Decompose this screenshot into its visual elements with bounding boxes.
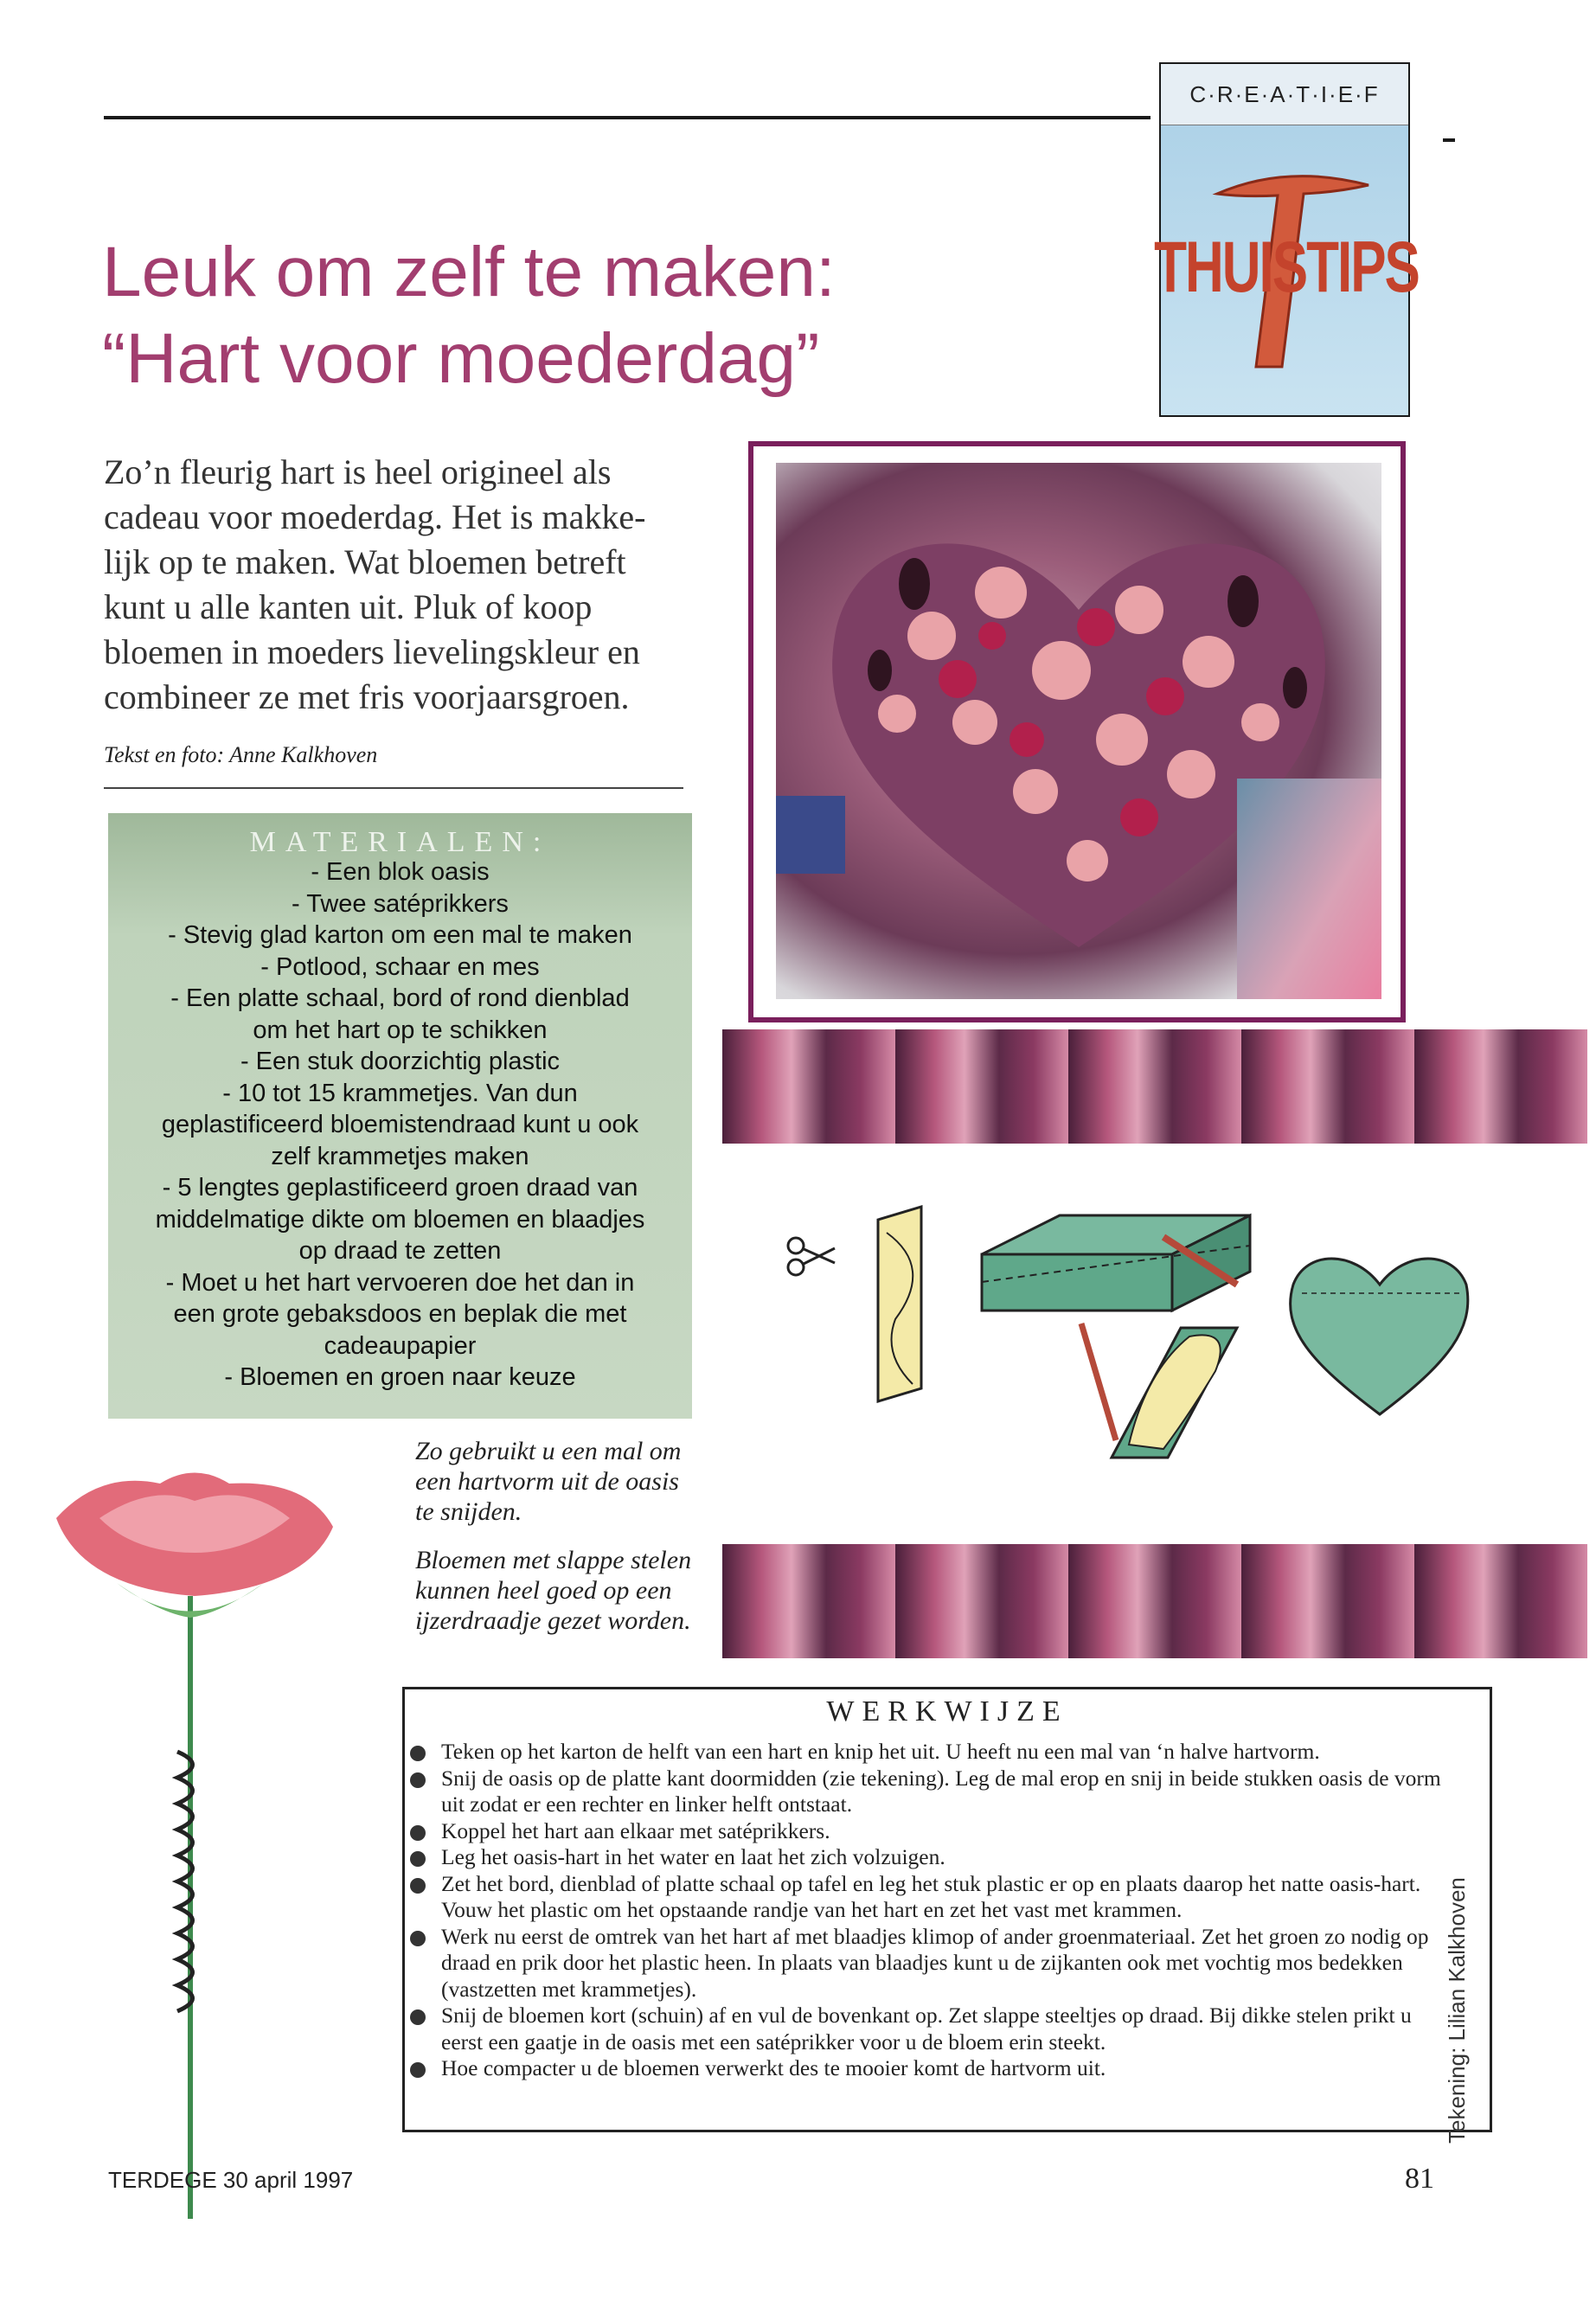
intro-line: bloemen in moeders lievelingskleur en bbox=[104, 632, 640, 671]
bullet-icon bbox=[410, 1772, 426, 1788]
page-title bbox=[102, 229, 836, 402]
title-line-2: “Hart voor moederdag” bbox=[102, 319, 820, 398]
top-rule bbox=[104, 116, 1151, 119]
step-item bbox=[407, 1818, 1453, 1845]
material-item: - Bloemen en groen naar keuze bbox=[224, 1363, 576, 1391]
werkwijze-steps bbox=[407, 1739, 1453, 2082]
bullet-icon bbox=[410, 1851, 426, 1867]
rose-on-wire-illustration bbox=[48, 1466, 342, 2219]
material-item: - Stevig glad karton om een mal te maken bbox=[168, 921, 632, 949]
step-text: Hoe compacter u de bloemen verwerkt des te mooier komt de hartvorm uit. bbox=[441, 2055, 1106, 2080]
flower-strip-bottom bbox=[722, 1544, 1587, 1658]
werkwijze-title: WERKWIJZE bbox=[826, 1695, 1068, 1727]
step-text: Snij de oasis op de platte kant doormidden (zie tekening). Leg de mal erop en snij in beide stukken oasis de vorm uit zodat er een rechter en linker helft ontstaat. bbox=[441, 1765, 1441, 1817]
page-number: 81 bbox=[1405, 2163, 1434, 2195]
material-item: - Een platte schaal, bord of rond dienblad om het hart op te schikken bbox=[170, 984, 630, 1044]
logo-creatief-label: C·R·E·A·T·I·E·F bbox=[1161, 64, 1408, 125]
bullet-icon bbox=[410, 1931, 426, 1946]
bullet-icon bbox=[410, 1878, 426, 1894]
photo-card-right bbox=[1237, 779, 1381, 999]
caption-wire: Bloemen met slappe stelen kunnen heel goed op een ijzerdraadje gezet worden. bbox=[415, 1546, 692, 1635]
text-photo-credit: Tekst en foto: Anne Kalkhoven bbox=[104, 742, 378, 767]
knife-icon bbox=[1081, 1324, 1116, 1440]
step-item bbox=[407, 2055, 1453, 2082]
material-item: - 10 tot 15 krammetjes. Van dun geplastificeerd bloemistendraad kunt u ook zelf krammetjes maken bbox=[161, 1079, 639, 1170]
step-text: Zet het bord, dienblad of platte schaal op tafel en leg het stuk plastic er op en plaats daarop het natte oasis-hart. Vouw het plastic om het opstaande randje van het hart en zet het vast met krammen. bbox=[441, 1870, 1421, 1922]
step-item bbox=[407, 1924, 1453, 2003]
title-line-1: Leuk om zelf te maken: bbox=[102, 233, 836, 311]
material-item: - Een stuk doorzichtig plastic bbox=[240, 1048, 561, 1075]
intro-line: cadeau voor moederdag. Het is makke- bbox=[104, 497, 646, 536]
bullet-icon bbox=[410, 2062, 426, 2078]
thuistips-logo bbox=[1154, 62, 1419, 417]
intro-line: lijk op te maken. Wat bloemen betreft bbox=[104, 542, 626, 581]
material-item: - Moet u het hart vervoeren doe het dan in een grote gebaksdoos en beplak die met cadeaupapier bbox=[165, 1268, 635, 1360]
bullet-icon bbox=[410, 1825, 426, 1841]
scissors-icon bbox=[788, 1238, 835, 1275]
credit-divider bbox=[104, 787, 683, 789]
intro-line: kunt u alle kanten uit. Pluk of koop bbox=[104, 587, 593, 626]
material-item: - Twee satéprikkers bbox=[292, 889, 509, 918]
step-item bbox=[407, 1766, 1453, 1818]
step-text: Leg het oasis-hart in het water en laat het zich volzuigen. bbox=[441, 1844, 945, 1869]
material-item: - 5 lengtes geplastificeerd groen draad van middelmatige dikte om bloemen en blaadjes op draad te zetten bbox=[155, 1174, 645, 1265]
intro-line: Zo’n fleurig hart is heel origineel als bbox=[104, 452, 612, 491]
photo-card-left bbox=[776, 796, 845, 874]
material-item: - Potlood, schaar en mes bbox=[260, 952, 540, 981]
bullet-icon bbox=[410, 2009, 426, 2025]
step-text: Koppel het hart aan elkaar met satéprikkers. bbox=[441, 1817, 830, 1843]
caption-template: Zo gebruikt u een mal om een hartvorm uit de oasis te snijden. bbox=[415, 1437, 682, 1526]
bullet-icon bbox=[410, 1746, 426, 1761]
step-item bbox=[407, 1844, 1453, 1871]
instruction-drawings bbox=[783, 1198, 1475, 1492]
material-item: - Een blok oasis bbox=[311, 858, 490, 886]
logo-word: THUISTIPS bbox=[1154, 227, 1419, 309]
top-dash bbox=[1443, 138, 1455, 142]
step-text: Teken op het karton de helft van een hart en knip het uit. U heeft nu een mal van ‘n halve hartvorm. bbox=[441, 1739, 1320, 1764]
step-item bbox=[407, 1871, 1453, 1924]
materials-title: MATERIALEN: bbox=[249, 826, 551, 858]
materials-box bbox=[108, 813, 692, 1419]
materials-list bbox=[108, 856, 692, 1394]
heart-shape-icon bbox=[1291, 1259, 1468, 1414]
oasis-block-icon bbox=[982, 1215, 1250, 1311]
intro-paragraph bbox=[104, 450, 692, 720]
publication-footer: TERDEGE 30 april 1997 bbox=[108, 2167, 354, 2193]
intro-line: combineer ze met fris voorjaarsgroen. bbox=[104, 677, 630, 716]
illustration-credit: Tekening: Lilian Kalkhoven bbox=[1444, 1877, 1470, 2144]
step-text: Werk nu eerst de omtrek van het hart af met blaadjes klimop of ander groenmateriaal. Zet het groen zo nodig op draad en prik door het plastic heen. In plaats van blaadjes kunt u de zijkanten ook met vochtig mos bedekken (vastzetten met krammetjes). bbox=[441, 1923, 1429, 2002]
step-item bbox=[407, 1739, 1453, 1766]
cardboard-template-icon bbox=[878, 1207, 921, 1401]
step-text: Snij de bloemen kort (schuin) af en vul de bovenkant op. Zet slappe steeltjes op draad. Bij dikke stelen prikt u eerst een gaatje in de oasis met een satéprikker voor u de bloem erin steekt. bbox=[441, 2003, 1412, 2054]
flower-strip-top bbox=[722, 1029, 1587, 1144]
step-item bbox=[407, 2003, 1453, 2055]
half-heart-cut-icon bbox=[1112, 1328, 1237, 1458]
